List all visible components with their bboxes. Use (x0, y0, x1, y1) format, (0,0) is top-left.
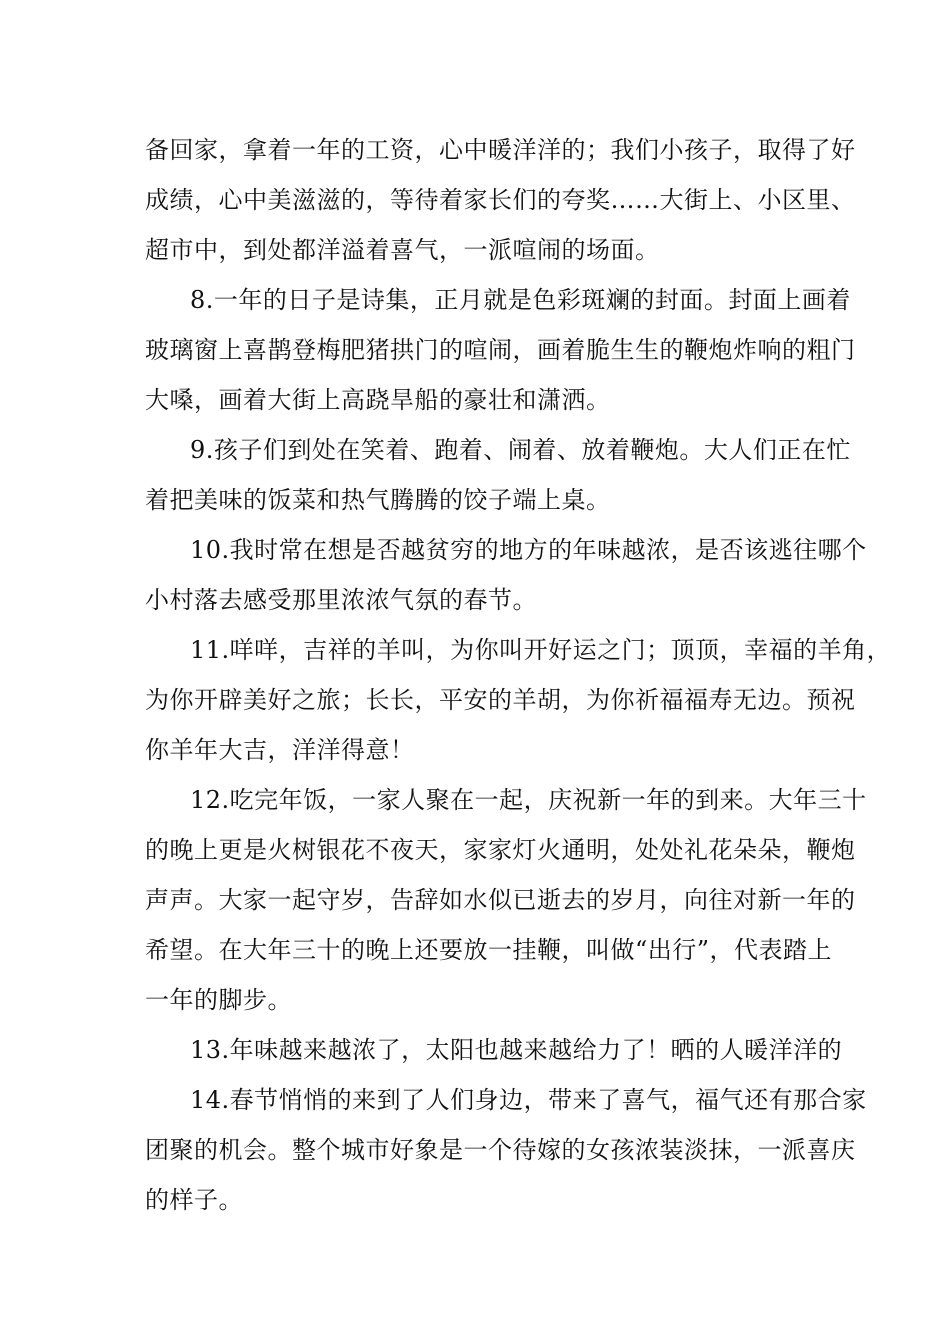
text-line: 玻璃窗上喜鹊登梅肥猪拱门的喧闹，画着脆生生的鞭炮炸响的粗门 (145, 336, 856, 364)
text-line: 着把美味的饭菜和热气腾腾的饺子端上桌。 (145, 486, 611, 514)
paragraph-12-first-line: 12.吃完年饭，一家人聚在一起，庆祝新一年的到来。大年三十 (190, 786, 867, 814)
text-line: 你羊年大吉，洋洋得意！ (145, 736, 415, 764)
paragraph-13-first-line: 13.年味越来越浓了，太阳也越来越给力了！晒的人暖洋洋的 (190, 1036, 843, 1064)
paragraph-11-first-line: 11.咩咩，吉祥的羊叫，为你叫开好运之门；顶顶，幸福的羊角， (190, 636, 892, 664)
paragraph-10-first-line: 10.我时常在想是否越贫穷的地方的年味越浓，是否该逃往哪个 (190, 536, 867, 564)
paragraph-8-first-line: 8.一年的日子是诗集，正月就是色彩斑斓的封面。封面上画着 (190, 286, 851, 314)
paragraph-9-first-line: 9.孩子们到处在笑着、跑着、闹着、放着鞭炮。大人们正在忙 (190, 436, 851, 464)
text-line: 的样子。 (145, 1186, 243, 1214)
text-line: 一年的脚步。 (145, 986, 292, 1014)
text-line: 团聚的机会。整个城市好象是一个待嫁的女孩浓装淡抹，一派喜庆 (145, 1136, 856, 1164)
text-line: 大嗓，画着大街上高跷旱船的豪壮和潇洒。 (145, 386, 611, 414)
text-line: 小村落去感受那里浓浓气氛的春节。 (145, 586, 537, 614)
text-line: 备回家，拿着一年的工资，心中暖洋洋的；我们小孩子，取得了好 (145, 136, 856, 164)
text-line: 为你开辟美好之旅；长长，平安的羊胡，为你祈福福寿无边。预祝 (145, 686, 856, 714)
paragraph-14-first-line: 14.春节悄悄的来到了人们身边，带来了喜气，福气还有那合家 (190, 1086, 867, 1114)
text-line: 的晚上更是火树银花不夜天，家家灯火通明，处处礼花朵朵，鞭炮 (145, 836, 856, 864)
text-line: 声声。大家一起守岁，告辞如水似已逝去的岁月，向往对新一年的 (145, 886, 856, 914)
text-line: 超市中，到处都洋溢着喜气，一派喧闹的场面。 (145, 236, 660, 264)
text-line: 成绩，心中美滋滋的，等待着家长们的夸奖……大街上、小区里、 (145, 186, 856, 214)
text-line: 希望。在大年三十的晚上还要放一挂鞭，叫做“出行”，代表踏上 (145, 936, 833, 964)
